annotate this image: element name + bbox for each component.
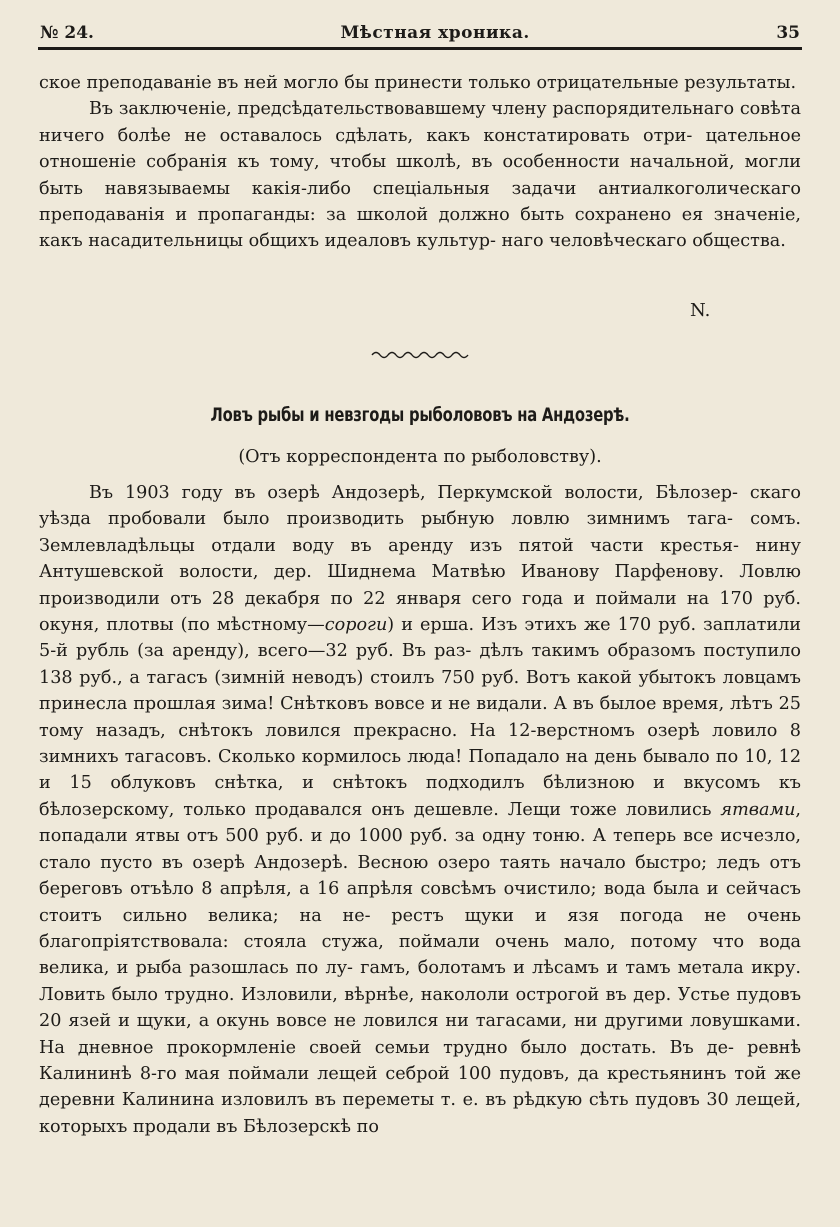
text-line: Въ заключенiе, предсѣдательствовавшему члену распорядительнаго	[89, 99, 735, 120]
header-rule	[38, 47, 802, 50]
text-line: цательное отношенiе собранiя къ тому, чтобы школѣ, въ особенности	[39, 125, 802, 173]
text-line: въ рѣдкую сѣть пудовъ 30 лещей, которыхъ продали въ Бѣлозерскѣ по	[39, 1090, 802, 1137]
text-line: ревнѣ Калининѣ 8-го мая поймали лещей себрой 100 пудовъ, да	[39, 1037, 801, 1084]
text-line: къ бѣлозерскому, только продавался онъ дешевле. Лещи тоже ловились	[39, 773, 802, 820]
article-paragraph	[39, 480, 801, 1140]
prev-article-body	[39, 70, 801, 255]
text-line: нину Антушевской волости, дер. Шиднема Матвѣю Иванову Парфенову.	[39, 535, 801, 583]
article-title: Ловъ рыбы и невзгоды рыболововъ на Андозерѣ.	[210, 404, 630, 426]
text-line: сохранено ея значенiе, какъ насадительницы общихъ идеаловъ культур-	[39, 205, 801, 252]
text-line: крестьянинъ той же деревни Калинина изловилъ въ переметы т. е.	[39, 1063, 801, 1111]
author-signature: N.	[690, 300, 711, 321]
text-line: совсѣмъ очистило; вода была и сейчасъ стоитъ сильно велика; на не-	[39, 879, 801, 926]
text-line: снѣтокъ ловился прекрасно. На 12-верстномъ озерѣ ловило 8 зимнихъ	[39, 720, 801, 768]
text-line: ское преподаванiе въ ней могло бы принести только отрицательные	[39, 73, 679, 93]
text-line: А теперь все исчезло, стало пусто въ озерѣ Андозерѣ. Весною озеро	[39, 826, 801, 873]
issue-number: № 24.	[40, 23, 94, 43]
section-title: Мѣстная хроника.	[340, 23, 530, 43]
divider-ornament	[370, 347, 470, 366]
text-line: на 170 руб. окуня, плотвы (по мѣстному—сороги) и ерша. Изъ этихъ	[39, 588, 801, 636]
text-line: Въ 1903 году въ озерѣ Андозерѣ, Перкумской волости, Бѣлозер-	[89, 483, 738, 503]
text-line: тагасовъ. Сколько кормилось люда! Попадало на день бывало по 10,	[124, 747, 773, 768]
text-line: поймали очень мало, потому что вода велика, и рыба разошлась по лу-	[39, 931, 801, 979]
text-line: наго человѣческаго общества.	[501, 231, 786, 252]
text-line: щуки, а окунь вовсе не ловился ни тагасами, ни другими ловушками.	[136, 1011, 802, 1032]
text-line: рестъ щуки и язя погода не очень благопрiятствовала: стояла стужа,	[39, 905, 802, 952]
text-line: гамъ, болотамъ и лѣсамъ и тамъ метала икру. Ловить было трудно.	[39, 958, 802, 1005]
text-line: антиалкоголическаго преподаванiя и пропаганды: за школой должно быть	[39, 178, 802, 226]
text-line: Изловили, вѣрнѣе, накололи острогой въ дер. Устье пудовъ 20 язей и	[39, 984, 802, 1032]
running-header	[40, 20, 800, 46]
text-line: Ловлю производили отъ 28 декабря по 22 января сего года и поймали	[39, 562, 801, 609]
text-line: Снѣтковъ вовсе и не видали. А въ былое время, лѣтъ 25 тому назадъ,	[39, 694, 802, 741]
text-line: стоилъ 750 руб. Вотъ какой убытокъ ловцамъ принесла прошлая зима!	[39, 667, 802, 715]
prev-paragraph-2	[39, 96, 801, 254]
text-line: На дневное прокормленiе своей семьи трудно было достать. Въ де-	[39, 1037, 734, 1058]
text-line: ятвами, попадали ятвы отъ 500 руб. и до 1000 руб. за одну тоню.	[39, 799, 801, 847]
text-line: начальной, могли быть навязываемы какiя-либо спецiальныя задачи	[39, 152, 801, 199]
text-line: 12 и 15 облуковъ снѣтка, и снѣтокъ подходилъ бѣлизною и вкусомъ	[39, 747, 802, 794]
text-line: дѣлъ такимъ образомъ поступило 138 руб., а тагасъ (зимнiй неводъ)	[39, 641, 801, 688]
article-body	[39, 480, 801, 1140]
text-line: скаго уѣзда пробовали было производить рыбную ловлю зимнимъ тага-	[39, 483, 801, 530]
text-line: же 170 руб. заплатили 5-й рубль (за аренду), всего—32 руб. Въ раз-	[39, 615, 801, 662]
text-line: таять начало быстро; ледъ отъ береговъ отъѣло 8 апрѣля, а 16 апрѣля	[39, 852, 801, 900]
prev-paragraph-1	[39, 70, 801, 96]
text-line: результаты.	[684, 73, 797, 93]
page-number: 35	[776, 23, 800, 43]
text-line: совѣта ничего болѣе не оставалось сдѣлать, какъ констатировать отри-	[39, 99, 802, 146]
article-subtitle: (Отъ корреспондента по рыболовству).	[238, 447, 602, 467]
text-line: сомъ. Землевладѣльцы отдали воду въ аренду изъ пятой части крестья-	[39, 509, 801, 556]
